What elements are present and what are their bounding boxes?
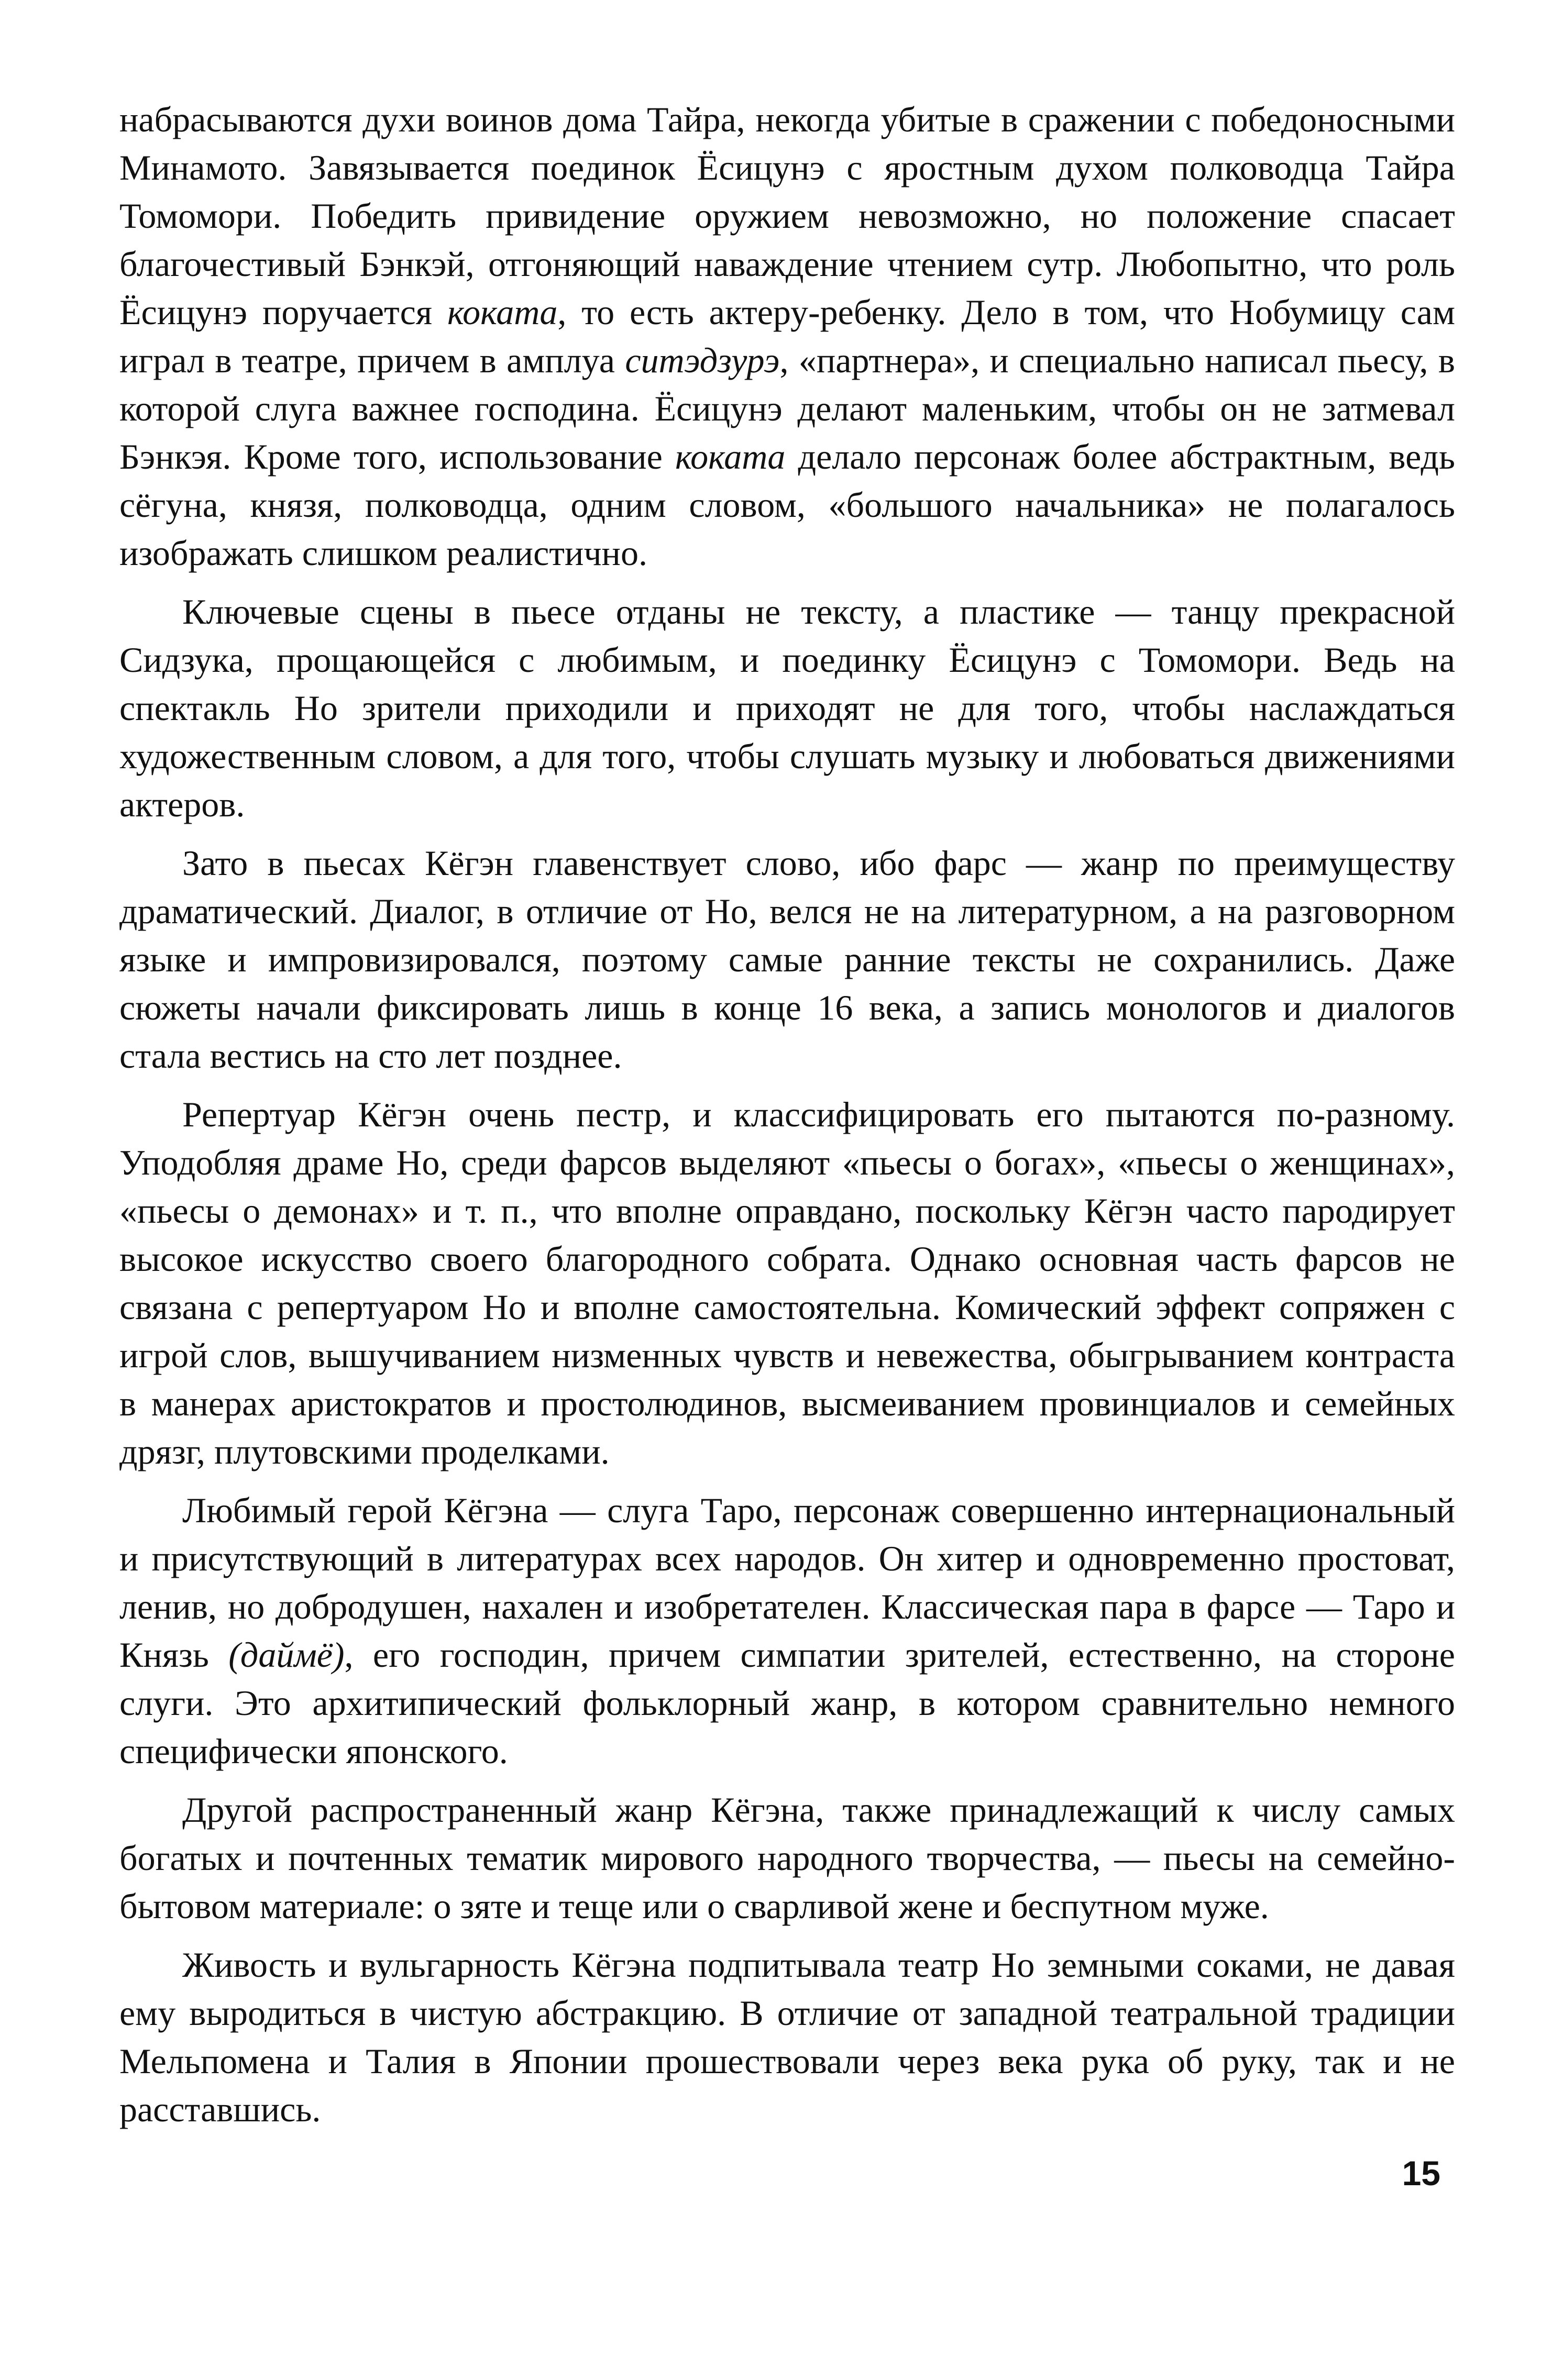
text-span: Любимый герой Кёгэна — слуга Таро, персонаж совершенно интернациональный и присутствующий в литературах всех народов. Он хитер и одновременно простоват, ленив, но добродушен, нахален и изобретателен. Классическая пара в фарсе — Таро и Князь [119, 1490, 1455, 1675]
italic-term: ситэдзурэ [625, 340, 780, 380]
paragraph-5 [119, 1486, 1455, 1775]
text-span: Живость и вульгарность Кёгэна подпитывала театр Но земными соками, не давая ему выродиться в чистую абстракцию. В отличие от западной театральной традиции Мельпомена и Талия в Японии прошествовали через века рука об руку, так и не расставшись. [119, 1945, 1455, 2129]
text-span: , его господин, причем симпатии зрителей, естественно, на стороне слуги. Это архитипический фольклорный жанр, в котором сравнительно немного специфически японского. [119, 1635, 1455, 1771]
italic-term: кокатa [675, 437, 786, 477]
text-span: набрасываются духи воинов дома Тайра, некогда убитые в сражении с победоносными Минамото. Завязывается поединок Ёсицунэ с яростным духом полководца Тайра Томомори. Победить привидение оружием невозможно, но положение спасает благочестивый Бэнкэй, отгоняющий наваждение чтением сутр. Любопытно, что роль Ёсицунэ поручается [119, 99, 1455, 332]
text-span: Другой распространенный жанр Кёгэна, также принадлежащий к числу самых богатых и почтенных тематик мирового народного творчества, — пьесы на семейно-бытовом материале: о зяте и теще или о сварливой жене и беспутном муже. [119, 1790, 1455, 1926]
page-text [119, 95, 1455, 2144]
italic-term: кокатa [447, 292, 558, 332]
page-number: 15 [1402, 2154, 1440, 2193]
paragraph-2 [119, 588, 1455, 828]
paragraph-4 [119, 1090, 1455, 1476]
text-span: , «партнера», и специально написал пьесу, в которой слуга важнее господина. Ёсицунэ делают маленьким, чтобы он не затмевал Бэнкэя. Кроме того, использование [119, 340, 1455, 477]
paragraph-1 [119, 95, 1455, 577]
text-span: , то есть актеру-ребенку. Дело в том, что Нобумицу сам играл в театре, причем в амплуа [119, 292, 1455, 380]
text-span: Зато в пьесах Кёгэн главенствует слово, ибо фарс — жанр по преимуществу драматический. Диалог, в отличие от Но, велся не на литературном, а на разговорном языке и импровизировался, поэтому самые ранние тексты не сохранились. Даже сюжеты начали фиксировать лишь в конце 16 века, а запись монологов и диалогов стала вестись на сто лет позднее. [119, 843, 1455, 1076]
paragraph-6 [119, 1786, 1455, 1930]
text-span: Ключевые сцены в пьесе отданы не тексту, а пластике — танцу прекрасной Сидзука, прощающейся с любимым, и поединку Ёсицунэ с Томомори. Ведь на спектакль Но зрители приходили и приходят не для того, чтобы наслаждаться художественным словом, а для того, чтобы слушать музыку и любоваться движениями актеров. [119, 592, 1455, 824]
text-span: делало персонаж более абстрактным, ведь сёгуна, князя, полководца, одним словом, «большого начальника» не полагалось изображать слишком реалистично. [119, 437, 1455, 573]
text-span: Репертуар Кёгэн очень пестр, и классифицировать его пытаются по-разному. Уподобляя драме Но, среди фарсов выделяют «пьесы о богах», «пьесы о женщинах», «пьесы о демонах» и т. п., что вполне оправдано, поскольку Кёгэн часто пародирует высокое искусство своего благородного собрата. Однако основная часть фарсов не связана с репертуаром Но и вполне самостоятельна. Комический эффект сопряжен с игрой слов, вышучиванием низменных чувств и невежества, обыгрыванием контраста в манерах аристократов и простолюдинов, высмеиванием провинциалов и семейных дрязг, плутовскими проделками. [119, 1094, 1455, 1471]
paragraph-7 [119, 1941, 1455, 2133]
paragraph-3 [119, 839, 1455, 1080]
italic-term: (даймё) [228, 1635, 345, 1675]
